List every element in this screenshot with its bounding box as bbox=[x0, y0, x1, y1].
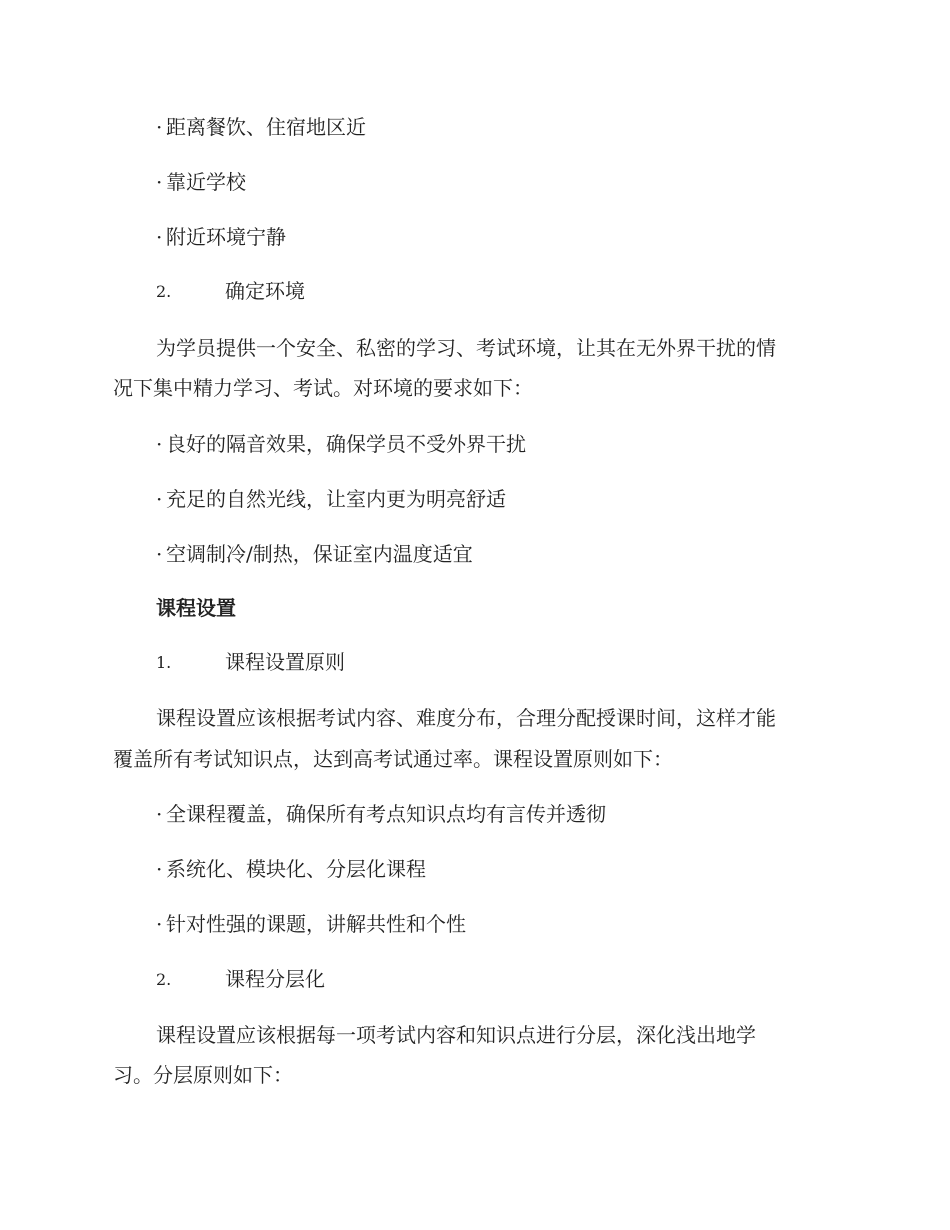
section-heading: 课程设置 bbox=[156, 596, 236, 620]
list-number: 2. bbox=[156, 282, 172, 301]
bullet-text: 空调制冷/制热，保证室内温度适宜 bbox=[166, 542, 473, 566]
paragraph-line: 习。分层原则如下： bbox=[113, 1063, 293, 1087]
bullet-text: 系统化、模块化、分层化课程 bbox=[166, 857, 426, 881]
bullet-item bbox=[156, 485, 506, 513]
numbered-item-title: 课程设置原则 bbox=[225, 650, 345, 674]
bullet-item bbox=[156, 223, 286, 251]
paragraph-line: 覆盖所有考试知识点，达到高考试通过率。课程设置原则如下： bbox=[113, 747, 673, 771]
bullet-text: 全课程覆盖，确保所有考点知识点均有言传并透彻 bbox=[166, 802, 606, 826]
paragraph-line: 课程设置应该根据考试内容、难度分布，合理分配授课时间，这样才能 bbox=[156, 706, 776, 730]
bullet-item bbox=[156, 800, 606, 828]
bullet-item bbox=[156, 910, 466, 938]
list-number: 2. bbox=[156, 970, 172, 989]
bullet-dot: · bbox=[156, 542, 163, 566]
bullet-item bbox=[156, 168, 246, 196]
bullet-item bbox=[156, 855, 426, 883]
bullet-text: 距离餐饮、住宿地区近 bbox=[166, 115, 366, 139]
bullet-item bbox=[156, 430, 526, 458]
bullet-dot: · bbox=[156, 912, 163, 936]
list-number: 1. bbox=[156, 653, 172, 672]
paragraph-line: 课程设置应该根据每一项考试内容和知识点进行分层，深化浅出地学 bbox=[156, 1023, 756, 1047]
numbered-item-title: 课程分层化 bbox=[225, 967, 325, 991]
bullet-text: 针对性强的课题，讲解共性和个性 bbox=[166, 912, 466, 936]
bullet-text: 附近环境宁静 bbox=[166, 225, 286, 249]
bullet-text: 充足的自然光线，让室内更为明亮舒适 bbox=[166, 487, 506, 511]
bullet-dot: · bbox=[156, 857, 163, 881]
bullet-dot: · bbox=[156, 170, 163, 194]
paragraph-line: 为学员提供一个安全、私密的学习、考试环境，让其在无外界干扰的情 bbox=[156, 336, 776, 360]
bullet-item bbox=[156, 113, 366, 141]
paragraph-line: 况下集中精力学习、考试。对环境的要求如下： bbox=[113, 376, 533, 400]
bullet-dot: · bbox=[156, 487, 163, 511]
bullet-text: 靠近学校 bbox=[166, 170, 246, 194]
bullet-dot: · bbox=[156, 802, 163, 826]
bullet-dot: · bbox=[156, 115, 163, 139]
bullet-item bbox=[156, 540, 473, 568]
numbered-item-title: 确定环境 bbox=[225, 279, 305, 303]
bullet-dot: · bbox=[156, 225, 163, 249]
bullet-dot: · bbox=[156, 432, 163, 456]
bullet-text: 良好的隔音效果，确保学员不受外界干扰 bbox=[166, 432, 526, 456]
